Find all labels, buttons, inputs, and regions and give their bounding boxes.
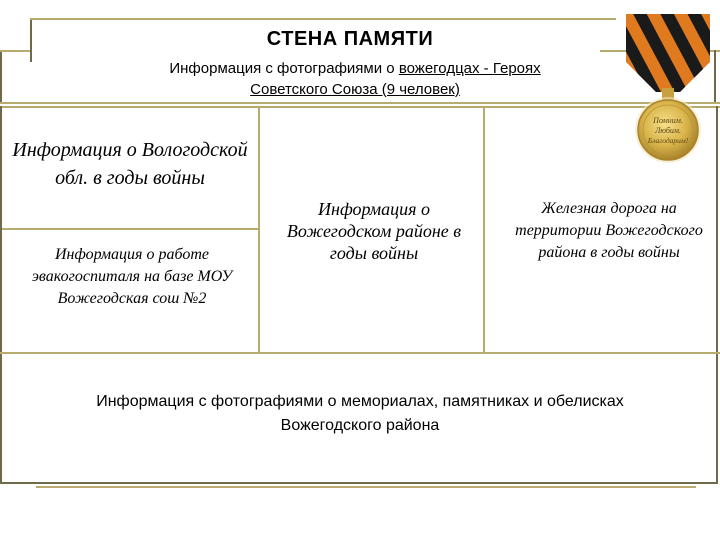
subtitle-line-1	[110, 58, 600, 79]
grid-top-line	[0, 106, 720, 108]
top-horizontal-line	[30, 18, 616, 20]
grid-divider-2	[483, 106, 485, 354]
medal-text-2: Любим.	[654, 126, 682, 135]
page-title: СТЕНА ПАМЯТИ	[266, 28, 434, 50]
grid-middle-line	[0, 352, 720, 354]
medal-text-1: Помним.	[653, 116, 683, 125]
subtitle-line-2: Советского Союза (9 человек)	[250, 81, 460, 98]
cell-vologda-region: Информация о Вологодской обл. в годы войны	[12, 139, 248, 189]
memorials-line-2: Вожегодского района	[280, 417, 440, 434]
header-bottom-line	[0, 102, 720, 104]
subtitle-part-2: вожегодцах	[398, 60, 480, 77]
cell-evacuation-hospital: Информация о работе эвакогоспиталя на базе МОУ Вожегодская сош №2	[31, 246, 233, 307]
cell-vozhega-district: Информация о Вожегодском районе в годы войны	[286, 199, 462, 263]
cell-memorials	[20, 390, 700, 438]
grid-bottom-line	[0, 482, 718, 484]
subtitle-part-1: Информация с фотографиями о	[169, 60, 399, 77]
left-cell-split-line	[2, 228, 258, 230]
cell-railway: Железная дорога на территории Вожегодского района в годы войны	[515, 200, 703, 261]
header-left-edge	[0, 50, 2, 104]
grid-divider-1	[258, 106, 260, 354]
subtitle-part-3: -	[479, 60, 493, 77]
bottom-underline	[36, 486, 696, 488]
memorials-line-1: Информация с фотографиями о мемориалах, памятниках и обелисках	[96, 393, 624, 410]
grid-left-edge	[0, 106, 2, 484]
medal-text-3: Благодарим!	[647, 136, 689, 145]
subtitle-part-4: Героях	[492, 60, 541, 77]
page-subtitle	[110, 58, 600, 100]
memory-medal-icon	[618, 14, 718, 164]
